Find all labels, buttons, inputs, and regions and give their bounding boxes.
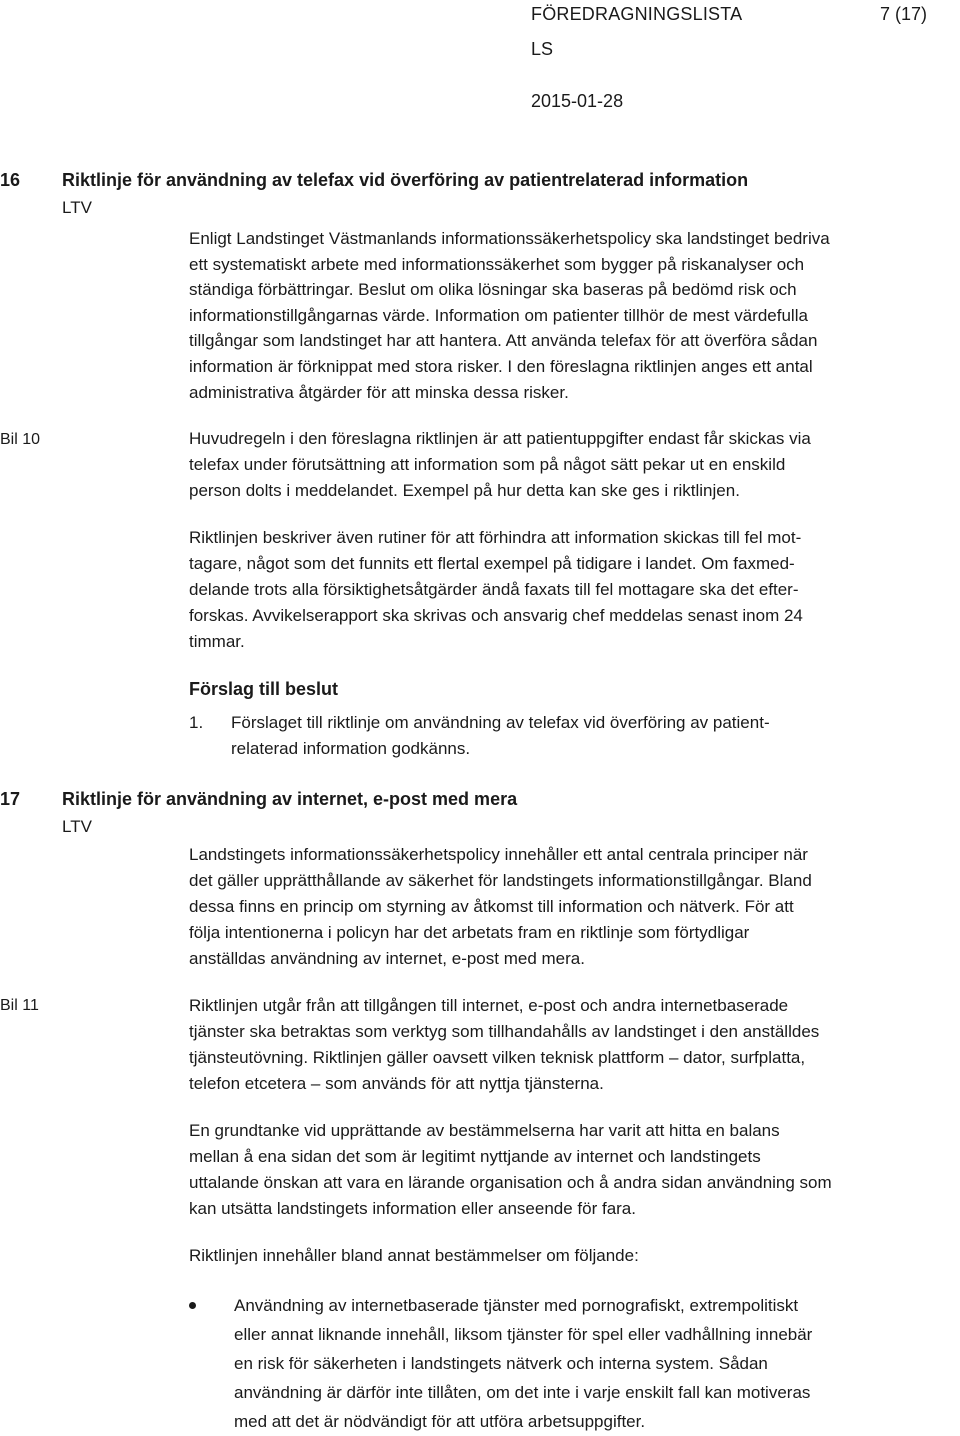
text-line: eller annat liknande innehåll, liksom tjänster för spel eller vadhållning innebär xyxy=(234,1325,813,1344)
text-line: telefax under förutsättning att information som på något sätt pekar ut en enskild xyxy=(189,455,786,474)
text-line: följa intentionerna i policyn har det arbetats fram en riktlinje som förtydligar xyxy=(189,923,750,942)
text-line: delande trots alla försiktighetsåtgärder ändå faxats till fel mottagare ska det efter- xyxy=(189,580,799,599)
text-line: Huvudregeln i den föreslagna riktlinjen är att patientuppgifter endast får skickas via xyxy=(189,429,811,448)
organization-code: LS xyxy=(531,39,554,59)
text-line: med att det är nödvändigt för att utföra arbetsuppgifter. xyxy=(234,1412,646,1431)
section-16-paragraph-2 xyxy=(189,426,811,504)
text-line: telefon etcetera – som används för att nyttja tjänsterna. xyxy=(189,1074,604,1093)
text-line: informationstillgångarnas värde. Information om patienter tillhör de mest värdefulla xyxy=(189,305,808,325)
section-16-ltv: LTV xyxy=(62,198,92,217)
text-line: Riktlinjen utgår från att tillgången till internet, e-post och andra internetbaserade xyxy=(189,996,789,1015)
section-17-paragraph-2 xyxy=(189,993,819,1097)
document-date: 2015-01-28 xyxy=(531,91,624,111)
list-item-text xyxy=(234,1291,812,1436)
text-line: forskas. Avvikelserapport ska skrivas och ansvarig chef meddelas senast inom 24 xyxy=(189,606,803,625)
text-line: Landstingets informationssäkerhetspolicy innehåller ett antal centrala principer när xyxy=(189,845,808,864)
text-line: kan utsätta landstingets information eller anseende för fara. xyxy=(189,1199,636,1218)
text-line: tjänsteutövning. Riktlinjen gäller oavsett vilken teknisk plattform – dator, surfplatta, xyxy=(189,1048,806,1067)
text-line: mellan å ena sidan det som är legitimt nyttjande av internet och landstingets xyxy=(189,1147,761,1166)
text-line: relaterad information godkänns. xyxy=(231,739,471,758)
text-line: ständiga förbättringar. Beslut om olika lösningar ska baseras på bedömd risk och xyxy=(189,280,797,300)
text-line: En grundtanke vid upprättande av bestämmelserna har varit att hitta en balans xyxy=(189,1121,780,1140)
text-line: användning är därför inte tillåten, om det inte i varje enskilt fall kan motiveras xyxy=(234,1383,811,1402)
section-17-attachment-ref: Bil 11 xyxy=(0,997,39,1014)
text-line: Enligt Landstinget Västmanlands informationssäkerhetspolicy ska landstinget bedriva xyxy=(189,229,830,248)
text-line: person dolts i meddelandet. Exempel på hur detta kan ske ges i riktlinjen. xyxy=(189,481,740,500)
text-line: tjänster ska betraktas som verktyg som tillhandahålls av landstinget i den anställdes xyxy=(189,1022,820,1041)
section-16-title: Riktlinje för användning av telefax vid överföring av patientrelaterad information xyxy=(62,170,749,190)
text-line: information är förknippat med stora risker. I den föreslagna riktlinjen anges ett antal xyxy=(189,356,813,376)
text-line: timmar. xyxy=(189,632,245,651)
text-line: anställdas användning av internet, e-post med mera. xyxy=(189,949,585,968)
section-17-paragraph-4 xyxy=(189,1243,639,1269)
text-line: Riktlinjen beskriver även rutiner för att förhindra att information skickas till fel mot- xyxy=(189,528,802,547)
proposal-heading: Förslag till beslut xyxy=(189,679,339,699)
text-line: Användning av internetbaserade tjänster med pornografiskt, extrempolitiskt xyxy=(234,1296,799,1315)
text-line: tillgångar som landstinget har att hantera. Att använda telefax för att överföra sådan xyxy=(189,331,818,351)
text-line: Riktlinjen innehåller bland annat bestämmelser om följande: xyxy=(189,1246,639,1265)
text-line: tagare, något som det funnits ett flertal exempel på tidigare i landet. Om faxmed- xyxy=(189,554,795,573)
section-16-number: 16 xyxy=(0,170,21,190)
text-line: uttalande önskan att vara en lärande organisation och å andra sidan användning som xyxy=(189,1173,832,1192)
section-16-paragraph-1 xyxy=(189,226,830,405)
text-line: ett systematiskt arbete med informationssäkerhet som bygger på riskanalyser och xyxy=(189,254,805,274)
bullet-icon xyxy=(189,1302,196,1309)
list-item-number: 1. xyxy=(189,713,204,732)
text-line: Förslaget till riktlinje om användning av telefax vid överföring av patient- xyxy=(231,713,770,732)
list-item-text xyxy=(231,710,770,762)
document-type-title: FÖREDRAGNINGSLISTA xyxy=(531,4,743,24)
section-16-attachment-ref: Bil 10 xyxy=(0,431,41,448)
section-16-paragraph-3 xyxy=(189,525,803,655)
section-17-number: 17 xyxy=(0,789,21,809)
text-line: administrativa åtgärder för att minska dessa risker. xyxy=(189,382,569,402)
section-17-paragraph-3 xyxy=(189,1118,832,1222)
section-17-title: Riktlinje för användning av internet, e-post med mera xyxy=(62,789,518,809)
section-17-paragraph-1 xyxy=(189,842,812,972)
text-line: dessa finns en princip om styrning av åtkomst till information och nätverk. För att xyxy=(189,897,794,916)
section-17-ltv: LTV xyxy=(62,817,92,836)
page-number: 7 (17) xyxy=(880,4,928,24)
text-line: en risk för säkerheten i landstingets nätverk och interna system. Sådan xyxy=(234,1354,768,1373)
text-line: det gäller upprätthållande av säkerhet för landstingets informationstillgångar. Bland xyxy=(189,871,812,890)
